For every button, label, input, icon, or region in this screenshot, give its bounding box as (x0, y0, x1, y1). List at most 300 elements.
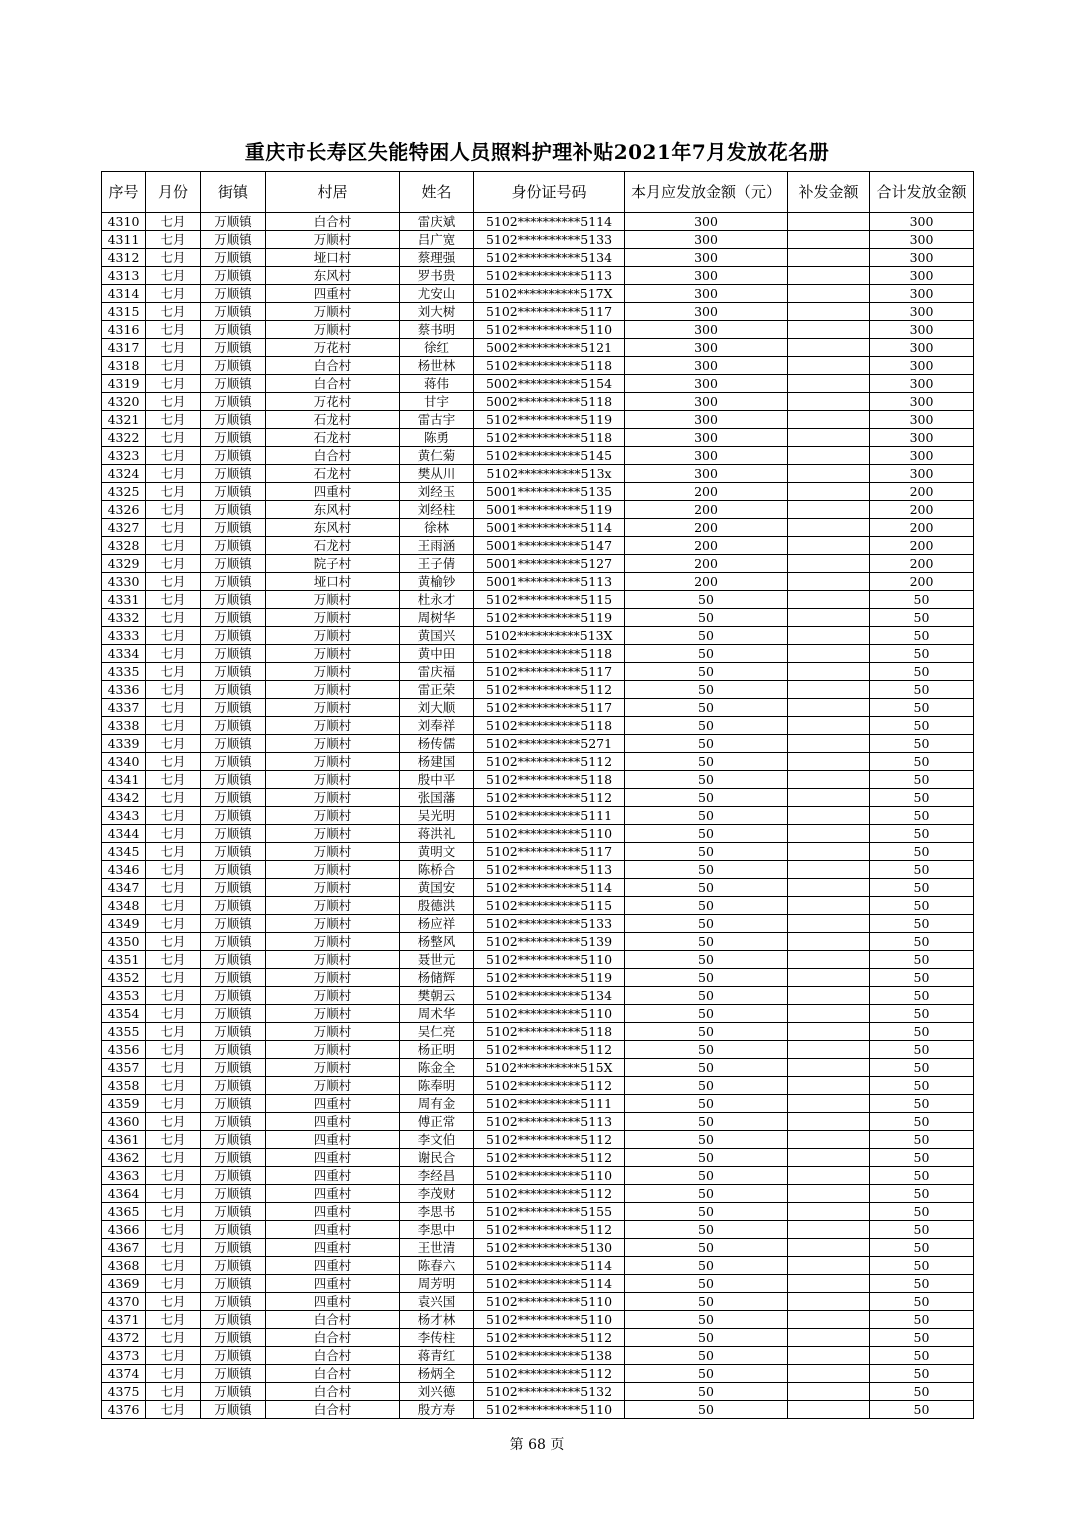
cell-total-amount: 50 (870, 1239, 974, 1257)
cell-town: 万顺镇 (201, 465, 266, 483)
cell-town: 万顺镇 (201, 519, 266, 537)
cell-monthly-amount: 200 (625, 555, 788, 573)
cell-serial: 4371 (102, 1311, 146, 1329)
cell-month: 七月 (146, 1149, 201, 1167)
cell-village: 万顺村 (266, 699, 400, 717)
cell-total-amount: 50 (870, 843, 974, 861)
cell-name: 杨储辉 (400, 969, 474, 987)
cell-town: 万顺镇 (201, 735, 266, 753)
cell-name: 李经昌 (400, 1167, 474, 1185)
cell-total-amount: 50 (870, 987, 974, 1005)
cell-total-amount: 50 (870, 717, 974, 735)
table-row (102, 267, 974, 285)
cell-monthly-amount: 50 (625, 1239, 788, 1257)
cell-town: 万顺镇 (201, 717, 266, 735)
cell-name: 黄中田 (400, 645, 474, 663)
cell-town: 万顺镇 (201, 771, 266, 789)
cell-month: 七月 (146, 1365, 201, 1383)
cell-id-number: 5102**********5155 (474, 1203, 625, 1221)
cell-serial: 4336 (102, 681, 146, 699)
cell-monthly-amount: 300 (625, 231, 788, 249)
table-row (102, 1329, 974, 1347)
cell-id-number: 5102**********5118 (474, 429, 625, 447)
cell-id-number: 5102**********5114 (474, 1257, 625, 1275)
cell-village: 石龙村 (266, 411, 400, 429)
cell-id-number: 5102**********517X (474, 285, 625, 303)
cell-village: 院子村 (266, 555, 400, 573)
cell-id-number: 5001**********5113 (474, 573, 625, 591)
cell-town: 万顺镇 (201, 501, 266, 519)
cell-supplementary-amount (788, 465, 870, 483)
cell-village: 万花村 (266, 393, 400, 411)
cell-id-number: 5002**********5154 (474, 375, 625, 393)
header-town: 街镇 (201, 172, 266, 213)
cell-town: 万顺镇 (201, 573, 266, 591)
cell-total-amount: 50 (870, 1131, 974, 1149)
table-row (102, 573, 974, 591)
cell-serial: 4354 (102, 1005, 146, 1023)
cell-serial: 4370 (102, 1293, 146, 1311)
cell-id-number: 5102**********5132 (474, 1383, 625, 1401)
cell-id-number: 5102**********5114 (474, 213, 625, 231)
cell-name: 黄国安 (400, 879, 474, 897)
cell-village: 万顺村 (266, 843, 400, 861)
cell-name: 徐红 (400, 339, 474, 357)
cell-serial: 4324 (102, 465, 146, 483)
cell-serial: 4372 (102, 1329, 146, 1347)
cell-monthly-amount: 50 (625, 1185, 788, 1203)
cell-total-amount: 50 (870, 969, 974, 987)
cell-serial: 4317 (102, 339, 146, 357)
cell-serial: 4373 (102, 1347, 146, 1365)
cell-id-number: 5102**********5110 (474, 1401, 625, 1419)
cell-name: 殷中平 (400, 771, 474, 789)
cell-town: 万顺镇 (201, 1005, 266, 1023)
cell-supplementary-amount (788, 483, 870, 501)
cell-village: 万顺村 (266, 1023, 400, 1041)
cell-town: 万顺镇 (201, 357, 266, 375)
cell-town: 万顺镇 (201, 339, 266, 357)
cell-month: 七月 (146, 1275, 201, 1293)
cell-town: 万顺镇 (201, 825, 266, 843)
cell-name: 徐林 (400, 519, 474, 537)
cell-id-number: 5102**********5112 (474, 753, 625, 771)
header-serial: 序号 (102, 172, 146, 213)
cell-serial: 4311 (102, 231, 146, 249)
cell-supplementary-amount (788, 411, 870, 429)
cell-supplementary-amount (788, 1401, 870, 1419)
cell-total-amount: 300 (870, 267, 974, 285)
cell-serial: 4323 (102, 447, 146, 465)
table-row (102, 609, 974, 627)
cell-supplementary-amount (788, 1149, 870, 1167)
cell-town: 万顺镇 (201, 663, 266, 681)
table-row (102, 1059, 974, 1077)
cell-serial: 4313 (102, 267, 146, 285)
cell-total-amount: 50 (870, 1113, 974, 1131)
cell-total-amount: 200 (870, 555, 974, 573)
cell-serial: 4345 (102, 843, 146, 861)
cell-supplementary-amount (788, 1131, 870, 1149)
cell-name: 樊从川 (400, 465, 474, 483)
cell-name: 杜永才 (400, 591, 474, 609)
cell-village: 石龙村 (266, 465, 400, 483)
cell-name: 周有金 (400, 1095, 474, 1113)
cell-total-amount: 50 (870, 807, 974, 825)
cell-monthly-amount: 300 (625, 429, 788, 447)
cell-name: 杨才林 (400, 1311, 474, 1329)
cell-monthly-amount: 50 (625, 1347, 788, 1365)
cell-total-amount: 300 (870, 213, 974, 231)
cell-monthly-amount: 50 (625, 1221, 788, 1239)
cell-month: 七月 (146, 429, 201, 447)
cell-total-amount: 300 (870, 447, 974, 465)
cell-town: 万顺镇 (201, 1275, 266, 1293)
table-row (102, 213, 974, 231)
cell-serial: 4348 (102, 897, 146, 915)
cell-supplementary-amount (788, 1005, 870, 1023)
cell-serial: 4362 (102, 1149, 146, 1167)
cell-serial: 4330 (102, 573, 146, 591)
cell-village: 白合村 (266, 213, 400, 231)
cell-village: 四重村 (266, 1113, 400, 1131)
cell-month: 七月 (146, 411, 201, 429)
cell-total-amount: 50 (870, 879, 974, 897)
table-row (102, 465, 974, 483)
cell-supplementary-amount (788, 375, 870, 393)
cell-total-amount: 50 (870, 1005, 974, 1023)
cell-supplementary-amount (788, 681, 870, 699)
cell-monthly-amount: 50 (625, 609, 788, 627)
cell-serial: 4367 (102, 1239, 146, 1257)
cell-name: 李文伯 (400, 1131, 474, 1149)
cell-month: 七月 (146, 843, 201, 861)
cell-monthly-amount: 50 (625, 843, 788, 861)
cell-name: 陈桥合 (400, 861, 474, 879)
cell-total-amount: 50 (870, 699, 974, 717)
cell-monthly-amount: 50 (625, 1131, 788, 1149)
cell-month: 七月 (146, 1167, 201, 1185)
cell-total-amount: 50 (870, 1059, 974, 1077)
cell-month: 七月 (146, 1203, 201, 1221)
cell-monthly-amount: 50 (625, 1257, 788, 1275)
cell-supplementary-amount (788, 537, 870, 555)
cell-month: 七月 (146, 483, 201, 501)
cell-id-number: 5102**********5110 (474, 825, 625, 843)
table-row (102, 1221, 974, 1239)
cell-village: 万顺村 (266, 591, 400, 609)
cell-town: 万顺镇 (201, 1311, 266, 1329)
cell-town: 万顺镇 (201, 1185, 266, 1203)
cell-name: 刘兴德 (400, 1383, 474, 1401)
cell-supplementary-amount (788, 1203, 870, 1221)
cell-serial: 4346 (102, 861, 146, 879)
cell-name: 杨传儒 (400, 735, 474, 753)
cell-supplementary-amount (788, 969, 870, 987)
cell-name: 雷庆斌 (400, 213, 474, 231)
cell-supplementary-amount (788, 267, 870, 285)
cell-village: 万顺村 (266, 1059, 400, 1077)
cell-village: 万顺村 (266, 1005, 400, 1023)
cell-town: 万顺镇 (201, 1059, 266, 1077)
cell-total-amount: 50 (870, 1221, 974, 1239)
cell-town: 万顺镇 (201, 1113, 266, 1131)
cell-id-number: 5102**********5115 (474, 591, 625, 609)
cell-total-amount: 50 (870, 1365, 974, 1383)
table-row (102, 1365, 974, 1383)
cell-month: 七月 (146, 465, 201, 483)
cell-village: 东风村 (266, 501, 400, 519)
cell-id-number: 5102**********5112 (474, 789, 625, 807)
cell-village: 四重村 (266, 1239, 400, 1257)
cell-serial: 4358 (102, 1077, 146, 1095)
cell-month: 七月 (146, 519, 201, 537)
cell-town: 万顺镇 (201, 1077, 266, 1095)
cell-town: 万顺镇 (201, 393, 266, 411)
cell-monthly-amount: 50 (625, 1329, 788, 1347)
cell-month: 七月 (146, 1023, 201, 1041)
header-month: 月份 (146, 172, 201, 213)
cell-village: 万顺村 (266, 627, 400, 645)
cell-serial: 4364 (102, 1185, 146, 1203)
cell-village: 万顺村 (266, 825, 400, 843)
cell-supplementary-amount (788, 609, 870, 627)
cell-supplementary-amount (788, 357, 870, 375)
cell-village: 四重村 (266, 1185, 400, 1203)
cell-supplementary-amount (788, 303, 870, 321)
cell-total-amount: 50 (870, 825, 974, 843)
cell-name: 杨建国 (400, 753, 474, 771)
cell-id-number: 5102**********5112 (474, 1041, 625, 1059)
cell-village: 万顺村 (266, 645, 400, 663)
cell-monthly-amount: 300 (625, 357, 788, 375)
cell-town: 万顺镇 (201, 1167, 266, 1185)
cell-name: 刘经柱 (400, 501, 474, 519)
table-row (102, 1077, 974, 1095)
cell-serial: 4350 (102, 933, 146, 951)
table-header-row (102, 172, 974, 213)
cell-id-number: 5102**********5117 (474, 303, 625, 321)
cell-total-amount: 50 (870, 735, 974, 753)
cell-town: 万顺镇 (201, 1347, 266, 1365)
cell-supplementary-amount (788, 861, 870, 879)
cell-supplementary-amount (788, 1077, 870, 1095)
cell-total-amount: 50 (870, 1149, 974, 1167)
cell-serial: 4315 (102, 303, 146, 321)
cell-month: 七月 (146, 1293, 201, 1311)
cell-total-amount: 50 (870, 1167, 974, 1185)
cell-monthly-amount: 50 (625, 1383, 788, 1401)
cell-month: 七月 (146, 987, 201, 1005)
cell-total-amount: 200 (870, 519, 974, 537)
cell-id-number: 5102**********5133 (474, 915, 625, 933)
cell-month: 七月 (146, 609, 201, 627)
cell-monthly-amount: 200 (625, 537, 788, 555)
cell-total-amount: 300 (870, 321, 974, 339)
roster-table (101, 171, 974, 1419)
cell-id-number: 5102**********5134 (474, 249, 625, 267)
cell-name: 吴仁亮 (400, 1023, 474, 1041)
cell-total-amount: 300 (870, 429, 974, 447)
cell-name: 陈金全 (400, 1059, 474, 1077)
cell-total-amount: 300 (870, 465, 974, 483)
cell-village: 白合村 (266, 1347, 400, 1365)
cell-id-number: 5102**********5133 (474, 231, 625, 249)
table-row (102, 1095, 974, 1113)
cell-supplementary-amount (788, 1221, 870, 1239)
cell-supplementary-amount (788, 249, 870, 267)
cell-village: 四重村 (266, 1257, 400, 1275)
table-row (102, 1347, 974, 1365)
cell-serial: 4366 (102, 1221, 146, 1239)
cell-serial: 4360 (102, 1113, 146, 1131)
cell-month: 七月 (146, 1347, 201, 1365)
cell-name: 蒋洪礼 (400, 825, 474, 843)
table-row (102, 1131, 974, 1149)
cell-serial: 4337 (102, 699, 146, 717)
cell-month: 七月 (146, 357, 201, 375)
cell-total-amount: 50 (870, 771, 974, 789)
cell-village: 白合村 (266, 1365, 400, 1383)
table-row (102, 1401, 974, 1419)
cell-town: 万顺镇 (201, 987, 266, 1005)
cell-id-number: 5102**********5115 (474, 897, 625, 915)
cell-village: 万顺村 (266, 807, 400, 825)
cell-id-number: 5102**********5119 (474, 969, 625, 987)
cell-id-number: 5102**********5139 (474, 933, 625, 951)
cell-monthly-amount: 300 (625, 321, 788, 339)
cell-village: 白合村 (266, 1383, 400, 1401)
cell-total-amount: 200 (870, 537, 974, 555)
cell-supplementary-amount (788, 807, 870, 825)
cell-name: 蔡书明 (400, 321, 474, 339)
cell-total-amount: 200 (870, 573, 974, 591)
cell-id-number: 5102**********5112 (474, 1221, 625, 1239)
cell-village: 白合村 (266, 1311, 400, 1329)
table-row (102, 1005, 974, 1023)
cell-id-number: 5102**********5112 (474, 1149, 625, 1167)
cell-month: 七月 (146, 1113, 201, 1131)
cell-town: 万顺镇 (201, 231, 266, 249)
cell-monthly-amount: 50 (625, 1077, 788, 1095)
cell-name: 吴光明 (400, 807, 474, 825)
cell-monthly-amount: 50 (625, 1041, 788, 1059)
cell-id-number: 5102**********5112 (474, 1131, 625, 1149)
cell-village: 四重村 (266, 1221, 400, 1239)
table-row (102, 1383, 974, 1401)
cell-village: 四重村 (266, 1095, 400, 1113)
cell-town: 万顺镇 (201, 1023, 266, 1041)
cell-name: 聂世元 (400, 951, 474, 969)
table-row (102, 411, 974, 429)
cell-village: 东风村 (266, 267, 400, 285)
table-row (102, 645, 974, 663)
cell-name: 王雨涵 (400, 537, 474, 555)
cell-monthly-amount: 50 (625, 1293, 788, 1311)
cell-town: 万顺镇 (201, 213, 266, 231)
cell-monthly-amount: 200 (625, 501, 788, 519)
cell-town: 万顺镇 (201, 267, 266, 285)
cell-village: 白合村 (266, 1329, 400, 1347)
cell-supplementary-amount (788, 321, 870, 339)
cell-id-number: 5102**********5118 (474, 645, 625, 663)
cell-monthly-amount: 50 (625, 1275, 788, 1293)
cell-name: 吕广宽 (400, 231, 474, 249)
cell-village: 万花村 (266, 339, 400, 357)
cell-total-amount: 50 (870, 861, 974, 879)
table-row (102, 987, 974, 1005)
cell-total-amount: 50 (870, 1095, 974, 1113)
cell-month: 七月 (146, 375, 201, 393)
cell-id-number: 5102**********5117 (474, 843, 625, 861)
cell-town: 万顺镇 (201, 609, 266, 627)
cell-month: 七月 (146, 807, 201, 825)
cell-town: 万顺镇 (201, 285, 266, 303)
cell-total-amount: 300 (870, 285, 974, 303)
cell-name: 杨应祥 (400, 915, 474, 933)
cell-name: 殷德洪 (400, 897, 474, 915)
table-row (102, 897, 974, 915)
cell-serial: 4342 (102, 789, 146, 807)
cell-id-number: 5102**********5134 (474, 987, 625, 1005)
cell-name: 杨世林 (400, 357, 474, 375)
cell-monthly-amount: 50 (625, 1311, 788, 1329)
cell-serial: 4328 (102, 537, 146, 555)
cell-town: 万顺镇 (201, 447, 266, 465)
cell-month: 七月 (146, 915, 201, 933)
cell-month: 七月 (146, 645, 201, 663)
table-row (102, 699, 974, 717)
cell-id-number: 5102**********5111 (474, 807, 625, 825)
cell-monthly-amount: 200 (625, 483, 788, 501)
cell-total-amount: 300 (870, 231, 974, 249)
table-row (102, 1113, 974, 1131)
cell-month: 七月 (146, 393, 201, 411)
cell-id-number: 5001**********5135 (474, 483, 625, 501)
cell-serial: 4374 (102, 1365, 146, 1383)
table-row (102, 303, 974, 321)
cell-total-amount: 50 (870, 789, 974, 807)
table-row (102, 321, 974, 339)
cell-total-amount: 200 (870, 501, 974, 519)
cell-monthly-amount: 300 (625, 213, 788, 231)
cell-serial: 4376 (102, 1401, 146, 1419)
cell-serial: 4319 (102, 375, 146, 393)
header-total-amount: 合计发放金额 (870, 172, 974, 213)
cell-serial: 4363 (102, 1167, 146, 1185)
cell-supplementary-amount (788, 789, 870, 807)
cell-serial: 4344 (102, 825, 146, 843)
cell-serial: 4322 (102, 429, 146, 447)
cell-monthly-amount: 50 (625, 1113, 788, 1131)
cell-supplementary-amount (788, 645, 870, 663)
table-row (102, 1185, 974, 1203)
cell-village: 万顺村 (266, 321, 400, 339)
table-row (102, 501, 974, 519)
cell-serial: 4349 (102, 915, 146, 933)
cell-supplementary-amount (788, 1167, 870, 1185)
cell-id-number: 5102**********5110 (474, 1167, 625, 1185)
table-row (102, 1311, 974, 1329)
cell-id-number: 5102**********5110 (474, 951, 625, 969)
table-row (102, 843, 974, 861)
cell-monthly-amount: 50 (625, 825, 788, 843)
cell-village: 万顺村 (266, 663, 400, 681)
table-row (102, 285, 974, 303)
cell-name: 李思书 (400, 1203, 474, 1221)
cell-id-number: 5102**********5111 (474, 1095, 625, 1113)
cell-supplementary-amount (788, 339, 870, 357)
